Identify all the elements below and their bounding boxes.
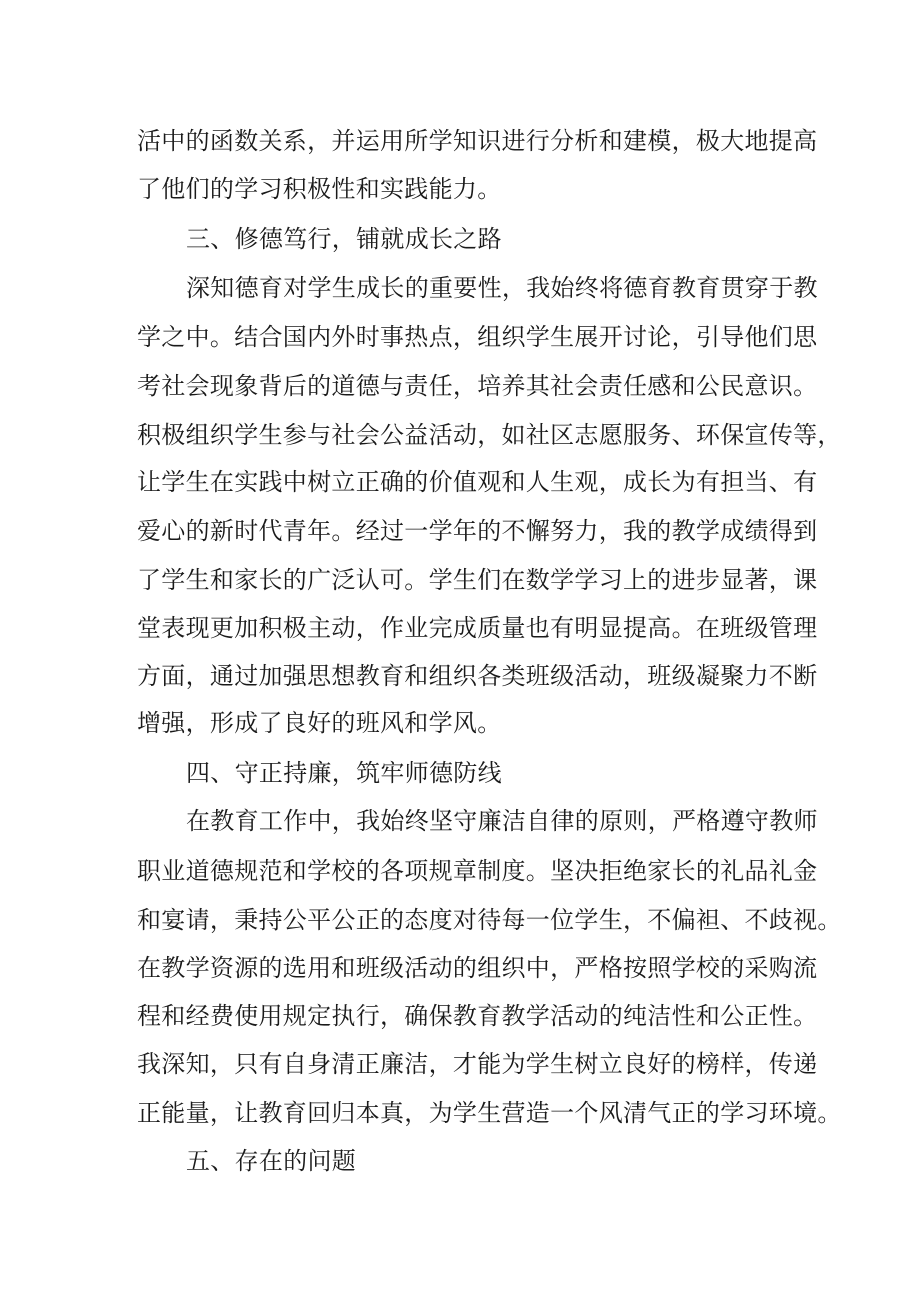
paragraph-line: 了学生和家长的广泛认可。学生们在数学学习上的进步显著，课: [137, 566, 818, 594]
paragraph-line: 了他们的学习积极性和实践能力。: [137, 175, 502, 203]
paragraph-line: 堂表现更加积极主动，作业完成质量也有明显提高。在班级管理: [137, 614, 818, 642]
paragraph-line: 程和经费使用规定执行，确保教育教学活动的纯洁性和公正性。: [137, 1002, 818, 1030]
paragraph-line: 考社会现象背后的道德与责任，培养其社会责任感和公民意识。: [137, 372, 818, 400]
paragraph-line: 职业道德规范和学校的各项规章制度。坚决拒绝家长的礼品礼金: [137, 857, 818, 885]
section-heading-4: 四、守正持廉，筑牢师德防线: [186, 759, 502, 787]
paragraph-line: 在教学资源的选用和班级活动的组织中，严格按照学校的采购流: [137, 954, 818, 982]
section-heading-3: 三、修德笃行，铺就成长之路: [186, 225, 502, 253]
paragraph-line: 学之中。结合国内外时事热点，组织学生展开讨论，引导他们思: [137, 323, 818, 351]
paragraph-line: 和宴请，秉持公平公正的态度对待每一位学生，不偏袒、不歧视。: [137, 906, 842, 934]
paragraph-line: 我深知，只有自身清正廉洁，才能为学生树立良好的榜样，传递: [137, 1050, 818, 1078]
paragraph-line: 正能量，让教育回归本真，为学生营造一个风清气正的学习环境。: [137, 1099, 842, 1127]
paragraph-line: 在教育工作中，我始终坚守廉洁自律的原则，严格遵守教师: [186, 807, 818, 835]
paragraph-line: 增强，形成了良好的班风和学风。: [137, 709, 502, 737]
paragraph-line: 让学生在实践中树立正确的价值观和人生观，成长为有担当、有: [137, 468, 818, 496]
paragraph-line: 深知德育对学生成长的重要性，我始终将德育教育贯穿于教: [186, 274, 818, 302]
paragraph-line: 爱心的新时代青年。经过一学年的不懈努力，我的教学成绩得到: [137, 517, 818, 545]
paragraph-line: 积极组织学生参与社会公益活动，如社区志愿服务、环保宣传等，: [137, 421, 842, 449]
paragraph-line: 方面，通过加强思想教育和组织各类班级活动，班级凝聚力不断: [137, 662, 818, 690]
section-heading-5: 五、存在的问题: [186, 1147, 357, 1175]
paragraph-line: 活中的函数关系，并运用所学知识进行分析和建模，极大地提高: [137, 127, 818, 155]
